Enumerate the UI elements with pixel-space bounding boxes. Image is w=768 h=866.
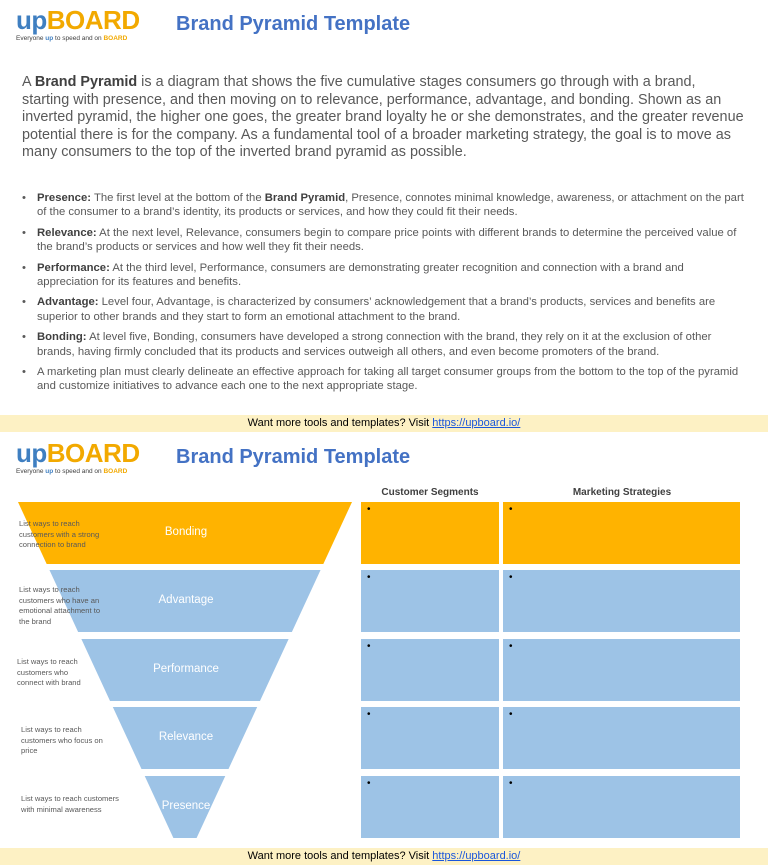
cell-bullet: • [367,641,371,652]
tagline-part: to speed and on [53,35,104,42]
logo-board: BOARD [46,438,140,468]
logo-wordmark [16,6,140,34]
tier-note: List ways to reach customers who have an emotional attachment to the brand [19,585,101,626]
cell-bullet: • [367,504,371,515]
stage-bullet [22,226,746,255]
cell-bullet: • [367,778,371,789]
tier-note: List ways to reach customers with minimal awareness [21,794,119,814]
cell-bullet: • [367,572,371,583]
column-header-marketing-strategies: Marketing Strategies [572,487,672,498]
bullet-text-a: The first level at the bottom of the [91,192,265,204]
stage-bullet [22,365,746,394]
bullet-label: Bonding: [37,331,87,344]
tagline-up: up [45,35,54,42]
tagline-board: BOARD [103,35,128,42]
cell-bullet: • [509,504,513,515]
bullet-text-a: At the third level, Performance, consumers are demonstrating greater recognition and connection with a brand and appreciation for its features and benefits. [37,261,684,289]
footer-link[interactable]: https://upboard.io/ [432,850,521,862]
bullet-text-a: A marketing plan must clearly delineate an effective approach for taking all target consumer groups from the bottom to the top of the pyramid and customize initiatives to advance each one to the next appropriate stage. [37,366,739,393]
tagline-board: BOARD [103,468,128,475]
bullet-label: Performance: [37,261,110,274]
template-slide [0,433,768,866]
logo-up: up [16,5,47,35]
bullet-bold-mid: Brand Pyramid [264,192,346,204]
footer-text: Want more tools and templates? Visit [247,850,433,862]
tier-label: Advantage [158,594,214,606]
tier-note: List ways to reach customers with a strong connection to brand [19,519,100,550]
cell-customer-segments-bonding[interactable] [361,502,499,564]
tier-label: Performance [153,663,219,675]
bullet-text-a: Level four, Advantage, is characterized by consumers’ acknowledgement that a brand’s products, services and benefits are superior to other brands and they start to form an emotional attachment to the brand. [37,296,716,323]
bullet-text-a: At the next level, Relevance, consumers begin to compare price points with different brands to determine the perceived value of the brand’s products or services and how well they fit their needs. [37,226,737,254]
cell-customer-segments-presence[interactable] [361,776,499,838]
page-title: Brand Pyramid Template [176,446,411,468]
bullet-label: Advantage: [37,296,99,309]
footer-text: Want more tools and templates? Visit [247,417,433,429]
upboard-logo [16,6,140,42]
cell-bullet: • [509,641,513,652]
intro-bold: Brand Pyramid [34,74,138,90]
cell-marketing-strategies-performance[interactable] [503,639,740,701]
logo-up: up [16,438,47,468]
intro-paragraph [22,74,746,162]
tagline-up: up [45,468,54,475]
stage-bullet-list [22,191,746,400]
tier-note: List ways to reach customers who focus on price [21,725,103,756]
cell-marketing-strategies-bonding[interactable] [503,502,740,564]
intro-rest: is a diagram that shows the five cumulative stages consumers go through with a brand, starting with presence, and then moving on to relevance, performance, advantage, and bonding. Shown as an inverted pyramid, the higher one goes, the greater brand loyalty he or she demonstrates, and the greater revenue potential there is for the company. As a fundamental tool of a broader marketing strategy, the goal is to move as many consumers to the top of the inverted brand pyramid as possible. [22,74,744,161]
tier-label: Relevance [158,731,214,743]
cell-bullet: • [509,778,513,789]
tagline-part: to speed and on [53,468,104,475]
bullet-text-a: At level five, Bonding, consumers have developed a strong connection with the brand, they rely on it at the exclusion of other brands, having firmly concluded that its products and services outweigh all others, and even become promoters of the brand. [37,331,712,358]
footer-banner [0,848,768,865]
cell-bullet: • [367,709,371,720]
intro-lead: A [22,74,35,90]
page-title: Brand Pyramid Template [176,13,411,35]
tier-label: Bonding [164,526,208,538]
logo-board: BOARD [46,5,140,35]
cell-bullet: • [509,709,513,720]
logo-tagline [16,35,140,42]
bullet-label: Relevance: [37,226,97,239]
cell-customer-segments-relevance[interactable] [361,707,499,769]
tier-note: List ways to reach customers who connect with brand [17,657,81,688]
column-header-customer-segments: Customer Segments [381,487,479,498]
footer-link[interactable]: https://upboard.io/ [432,417,521,429]
bullet-text-b: , Presence, connotes minimal knowledge, awareness, or attachment on the part of the consumer to a brand’s identity, its products or services, and how they could fit their needs. [37,192,744,219]
stage-bullet [22,191,746,220]
cell-customer-segments-advantage[interactable] [361,570,499,632]
cell-bullet: • [509,572,513,583]
cell-marketing-strategies-relevance[interactable] [503,707,740,769]
stage-bullet [22,261,746,290]
info-slide [0,0,768,432]
tier-label: Presence [161,800,211,812]
bullet-label: Presence: [37,192,92,204]
cell-marketing-strategies-advantage[interactable] [503,570,740,632]
footer-banner [0,415,768,432]
tagline-part: Everyone [16,35,46,42]
cell-marketing-strategies-presence[interactable] [503,776,740,838]
cell-customer-segments-performance[interactable] [361,639,499,701]
stage-bullet [22,330,746,359]
stage-bullet [22,295,746,324]
tagline-part: Everyone [16,468,46,475]
